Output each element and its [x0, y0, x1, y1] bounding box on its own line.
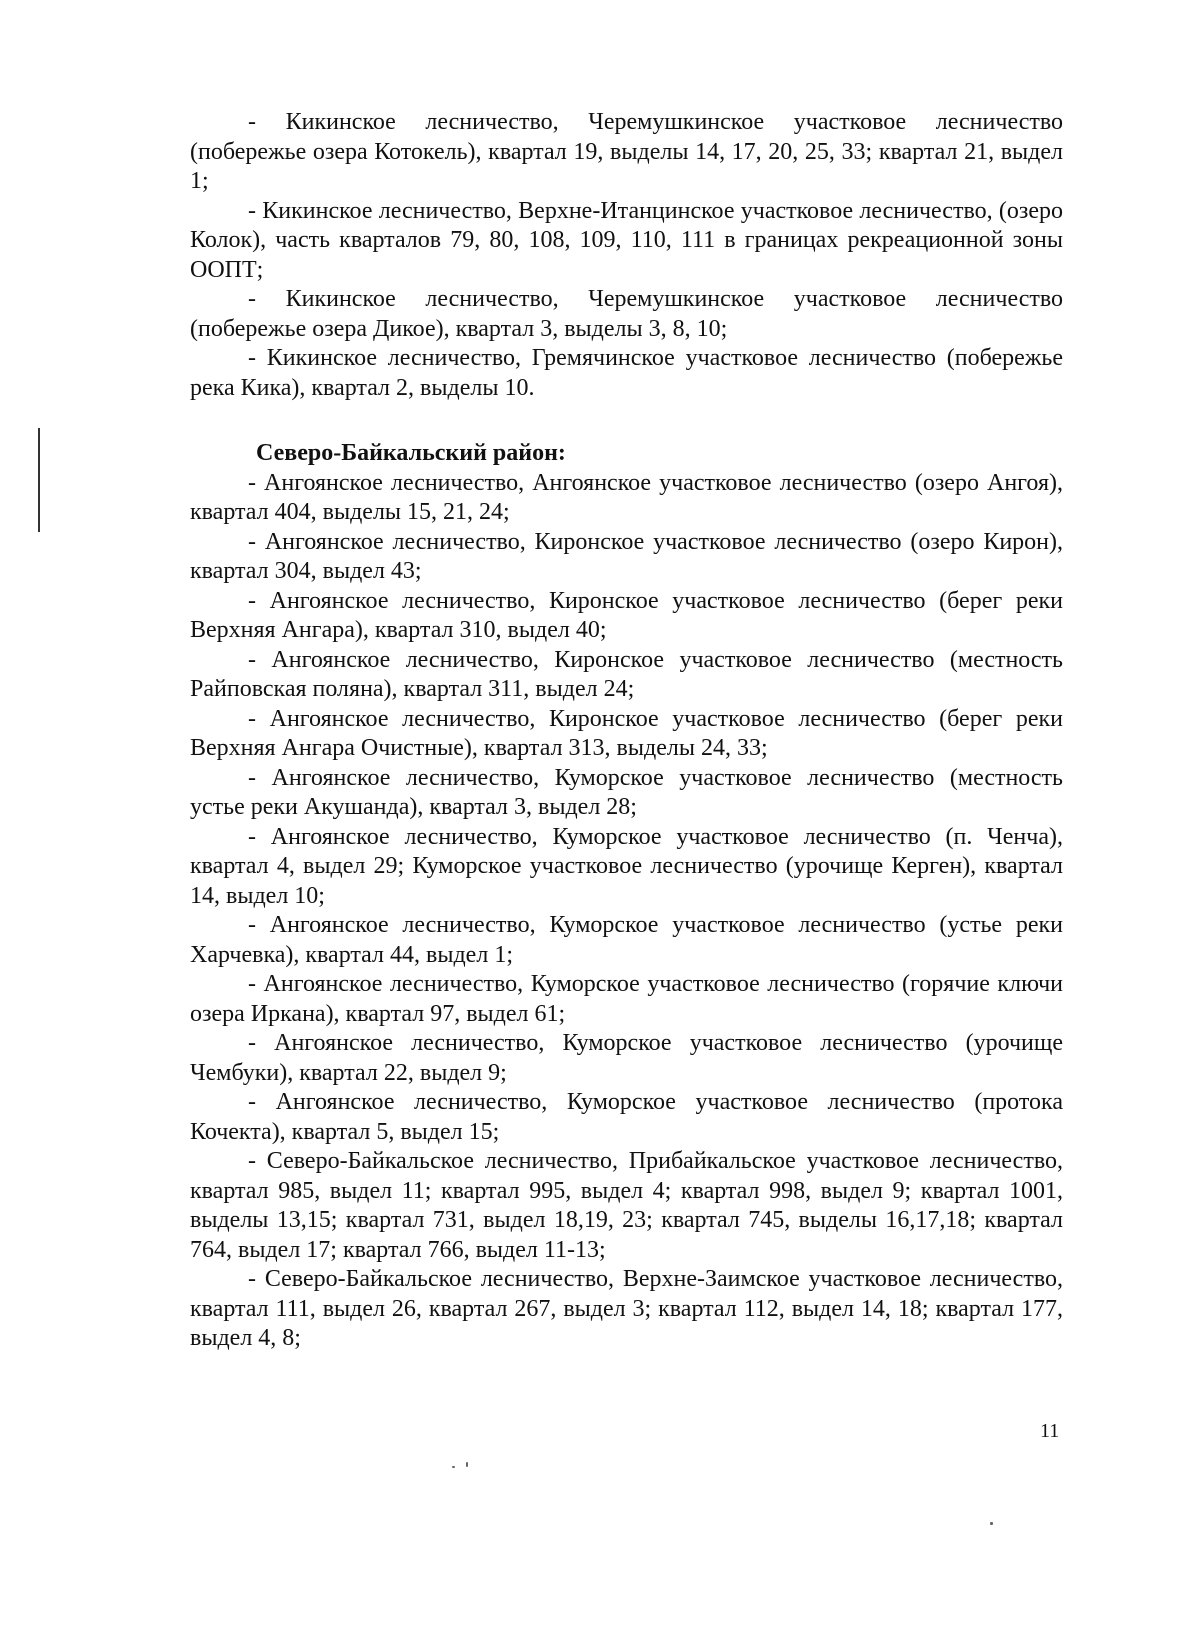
list-item: - Ангоянское лесничество, Киронское участковое лесничество (местность Райповская поляна), квартал 311, выдел 24; — [190, 646, 1063, 702]
scan-speck — [990, 1522, 993, 1525]
list-item: - Северо-Байкальское лесничество, Прибайкальское участковое лесничество, квартал 985, выдел 11; квартал 995, выдел 4; квартал 998, выдел 9; квартал 1001, выделы 13,15; квартал 731, выдел 18,19, 23; квартал 745, выделы 16,17,18; квартал 764, выдел 17; квартал 766, выдел 11-13; — [190, 1148, 1063, 1263]
scan-speck — [466, 1462, 468, 1467]
list-item: - Кикинское лесничество, Верхне-Итанцинское участковое лесничество, (озеро Колок), часть кварталов 79, 80, 108, 109, 110, 111 в границах рекреационной зоны ООПТ; — [190, 197, 1063, 283]
scan-speck — [452, 1466, 455, 1468]
list-item: - Кикинское лесничество, Черемушкинское участковое лесничество (побережье озера Дикое), квартал 3, выделы 3, 8, 10; — [190, 286, 1063, 342]
list-item: - Ангоянское лесничество, Киронское участковое лесничество (озеро Кирон), квартал 304, выдел 43; — [190, 528, 1063, 584]
section-heading: Северо-Байкальский район: — [256, 440, 566, 466]
list-item: - Кикинское лесничество, Гремячинское участковое лесничество (побережье река Кика), квартал 2, выделы 10. — [190, 345, 1063, 401]
list-item: - Ангоянское лесничество, Ангоянское участковое лесничество (озеро Ангоя), квартал 404, выделы 15, 21, 24; — [190, 469, 1063, 525]
list-item: - Ангоянское лесничество, Куморское участковое лесничество (протока Кочекта), квартал 5, выдел 15; — [190, 1089, 1063, 1145]
list-item: - Ангоянское лесничество, Киронское участковое лесничество (берег реки Верхняя Ангара), квартал 310, выдел 40; — [190, 587, 1063, 643]
document-body — [190, 108, 1063, 1354]
margin-rule — [38, 428, 40, 532]
list-item: - Кикинское лесничество, Черемушкинское участковое лесничество (побережье озера Котокель), квартал 19, выделы 14, 17, 20, 25, 33; квартал 21, выдел 1; — [190, 109, 1063, 194]
list-item: - Ангоянское лесничество, Куморское участковое лесничество (местность устье реки Акушанда), квартал 3, выдел 28; — [190, 764, 1063, 820]
list-item: - Ангоянское лесничество, Куморское участковое лесничество (горячие ключи озера Иркана), квартал 97, выдел 61; — [190, 971, 1063, 1027]
list-item: - Ангоянское лесничество, Куморское участковое лесничество (устье реки Харчевка), квартал 44, выдел 1; — [190, 912, 1063, 968]
list-item: - Ангоянское лесничество, Куморское участковое лесничество (п. Ченча), квартал 4, выдел 29; Куморское участковое лесничество (урочище Керген), квартал 14, выдел 10; — [190, 823, 1063, 909]
list-item: - Ангоянское лесничество, Киронское участковое лесничество (берег реки Верхняя Ангара Очистные), квартал 313, выделы 24, 33; — [190, 705, 1063, 761]
list-item: - Северо-Байкальское лесничество, Верхне-Заимское участковое лесничество, квартал 111, выдел 26, квартал 267, выдел 3; квартал 112, выдел 14, 18; квартал 177, выдел 4, 8; — [190, 1266, 1063, 1351]
page-number: 11 — [1040, 1420, 1060, 1442]
list-item: - Ангоянское лесничество, Куморское участковое лесничество (урочище Чембуки), квартал 22, выдел 9; — [190, 1030, 1063, 1086]
